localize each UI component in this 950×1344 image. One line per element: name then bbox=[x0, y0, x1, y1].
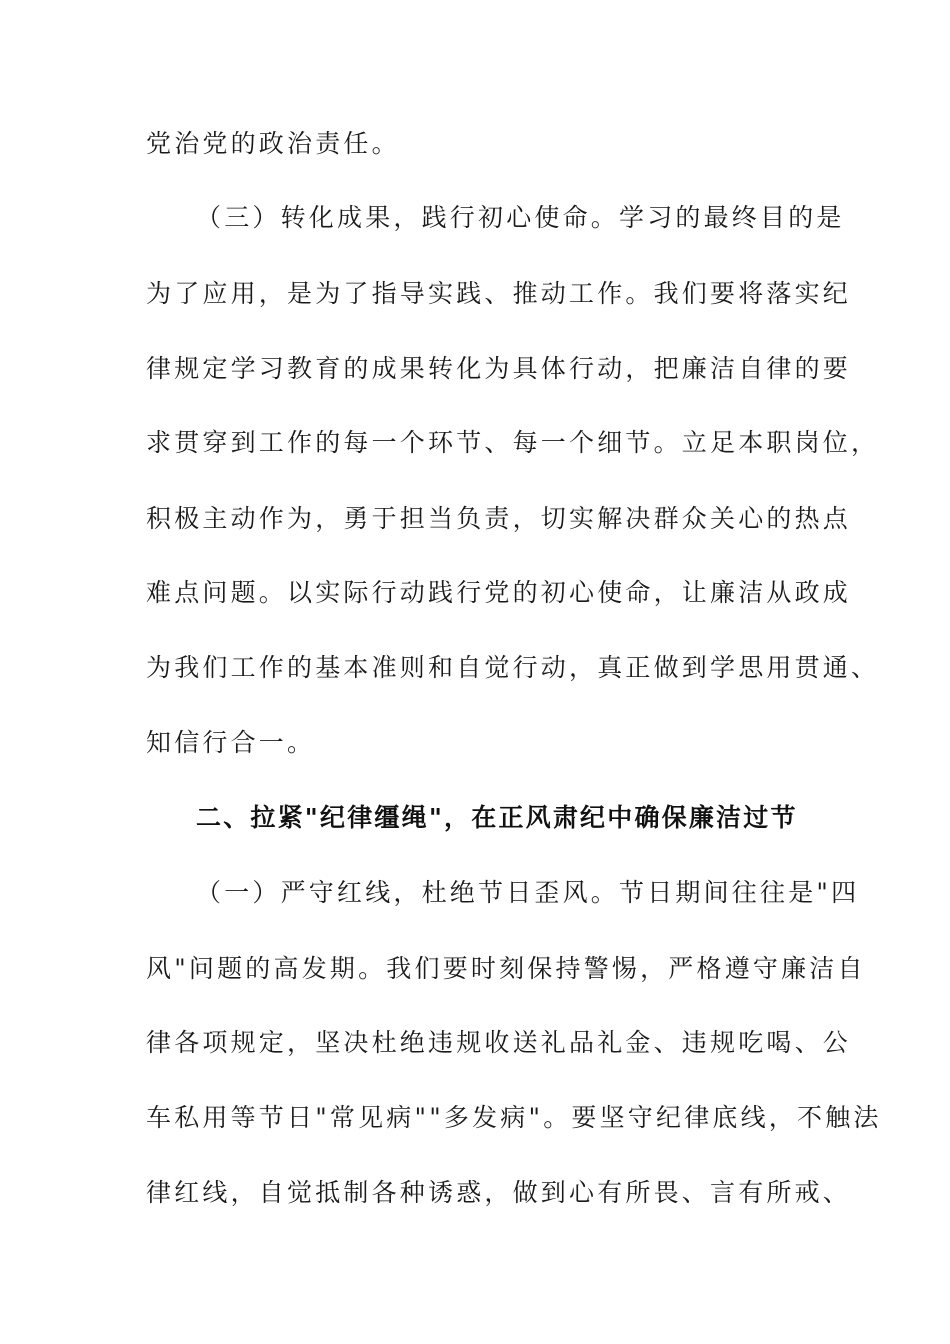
paragraph-line-7: 难点问题。以实际行动践行党的初心使命，让廉洁从政成 bbox=[146, 578, 852, 607]
paragraph-line-2: （三）转化成果，践行初心使命。学习的最终目的是 bbox=[196, 203, 845, 232]
paragraph-line-1: 党治党的政治责任。 bbox=[146, 129, 400, 158]
paragraph-line-8: 为我们工作的基本准则和自觉行动，真正做到学思用贯通、 bbox=[146, 653, 880, 682]
paragraph-line-13: 车私用等节日"常见病""多发病"。要坚守纪律底线，不触法 bbox=[146, 1103, 882, 1132]
paragraph-line-5: 求贯穿到工作的每一个环节、每一个细节。立足本职岗位， bbox=[146, 428, 880, 457]
section-heading: 二、拉紧"纪律缰绳"，在正风肃纪中确保廉洁过节 bbox=[196, 803, 798, 832]
paragraph-line-10: （一）严守红线，杜绝节日歪风。节日期间往往是"四 bbox=[196, 878, 860, 907]
paragraph-line-4: 律规定学习教育的成果转化为具体行动，把廉洁自律的要 bbox=[146, 354, 852, 383]
paragraph-line-11: 风"问题的高发期。我们要时刻保持警惕，严格遵守廉洁自 bbox=[146, 954, 866, 983]
paragraph-line-3: 为了应用，是为了指导实践、推动工作。我们要将落实纪 bbox=[146, 279, 852, 308]
paragraph-line-6: 积极主动作为，勇于担当负责，切实解决群众关心的热点 bbox=[146, 504, 852, 533]
paragraph-line-12: 律各项规定，坚决杜绝违规收送礼品礼金、违规吃喝、公 bbox=[146, 1028, 852, 1057]
paragraph-line-9: 知信行合一。 bbox=[146, 728, 316, 757]
paragraph-line-14: 律红线，自觉抵制各种诱惑，做到心有所畏、言有所戒、 bbox=[146, 1178, 852, 1207]
